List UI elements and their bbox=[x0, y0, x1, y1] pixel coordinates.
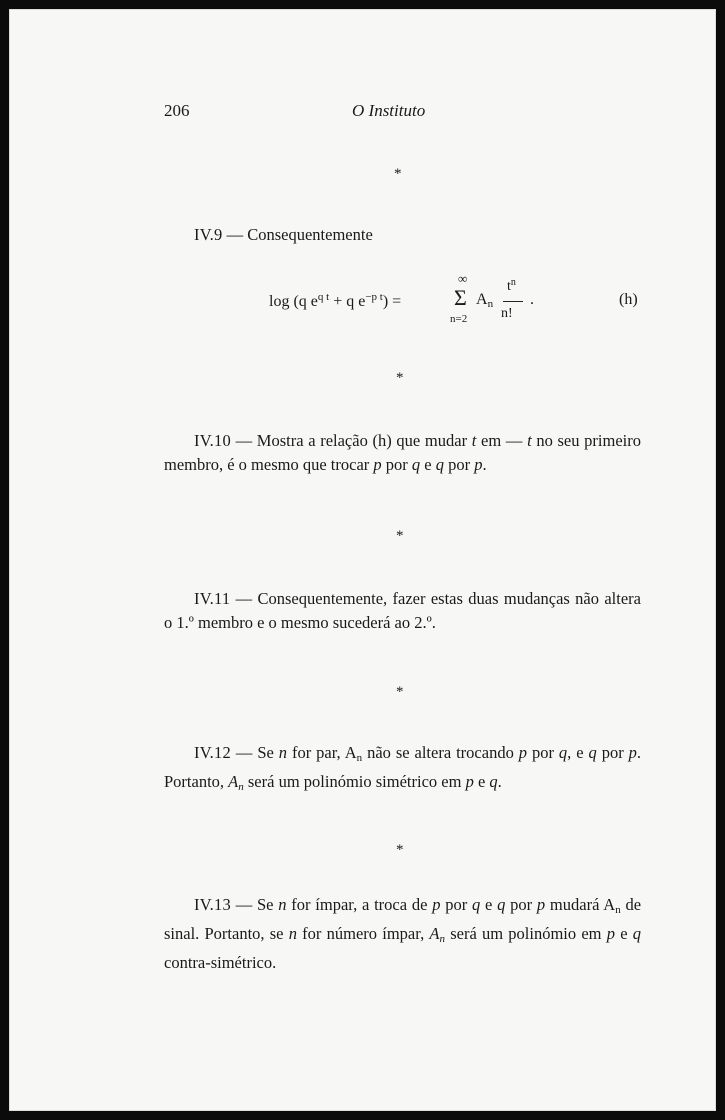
sum-upper-limit: ∞ bbox=[458, 271, 468, 286]
scanned-page bbox=[9, 9, 716, 1111]
equation-tag: (h) bbox=[619, 291, 638, 308]
section-label: IV.11 bbox=[194, 589, 231, 608]
paragraph-text: Consequentemente, fazer estas duas mudanças não altera o 1.º membro e o mesmo sucederá ao 2.º. bbox=[164, 589, 641, 632]
paragraph-iv12: IV.12 — Se n for par, $A_n$ não se altera trocando p por q, e q por p. Portanto, $A_n$ será um polinómio simétrico em p e q. bbox=[164, 743, 642, 793]
paragraph-iv11: IV.11 — Consequentemente, fazer estas duas mudanças não altera o 1.º membro e o mesmo sucederá ao 2.º. bbox=[164, 589, 641, 632]
section-label: IV.12 bbox=[194, 743, 231, 762]
journal-title: O Instituto bbox=[352, 101, 426, 120]
fraction-bar bbox=[503, 301, 523, 302]
paragraph-iv10: IV.10 — Mostra a relação (h) que mudar t em — t no seu primeiro membro, é o mesmo que trocar p por q e q por p. bbox=[164, 431, 642, 474]
term-a: $A_n$ bbox=[476, 291, 494, 310]
section-separator: * bbox=[396, 684, 404, 700]
fraction-denominator: n! bbox=[501, 306, 513, 321]
sum-lower-limit: n=2 bbox=[450, 313, 468, 325]
formula-h: log (q $e^{q t} + q$ $e^{-p t}$) = bbox=[269, 291, 402, 310]
fraction-numerator: $t^n$ bbox=[507, 277, 516, 294]
formula-end-dot: . bbox=[530, 291, 534, 308]
paragraph-text: Consequentemente bbox=[247, 225, 373, 244]
section-separator: * bbox=[394, 166, 402, 182]
page-number: 206 bbox=[164, 101, 190, 120]
sum-symbol: Σ bbox=[454, 285, 467, 310]
paragraph-iv9: IV.9 — Consequentemente bbox=[194, 225, 373, 244]
section-separator: * bbox=[396, 528, 404, 544]
section-separator: * bbox=[396, 842, 404, 858]
paragraph-iv13: IV.13 — Se n for ímpar, a troca de p por q e q por p mudará $A_n$ de sinal. Portanto, se n for número ímpar, $A_n$ será um polinómio em p e q contra-simétrico. bbox=[164, 895, 642, 972]
section-separator: * bbox=[396, 370, 404, 386]
section-label: IV.9 bbox=[194, 225, 223, 244]
section-label: IV.13 bbox=[194, 895, 231, 914]
section-label: IV.10 bbox=[194, 431, 231, 450]
